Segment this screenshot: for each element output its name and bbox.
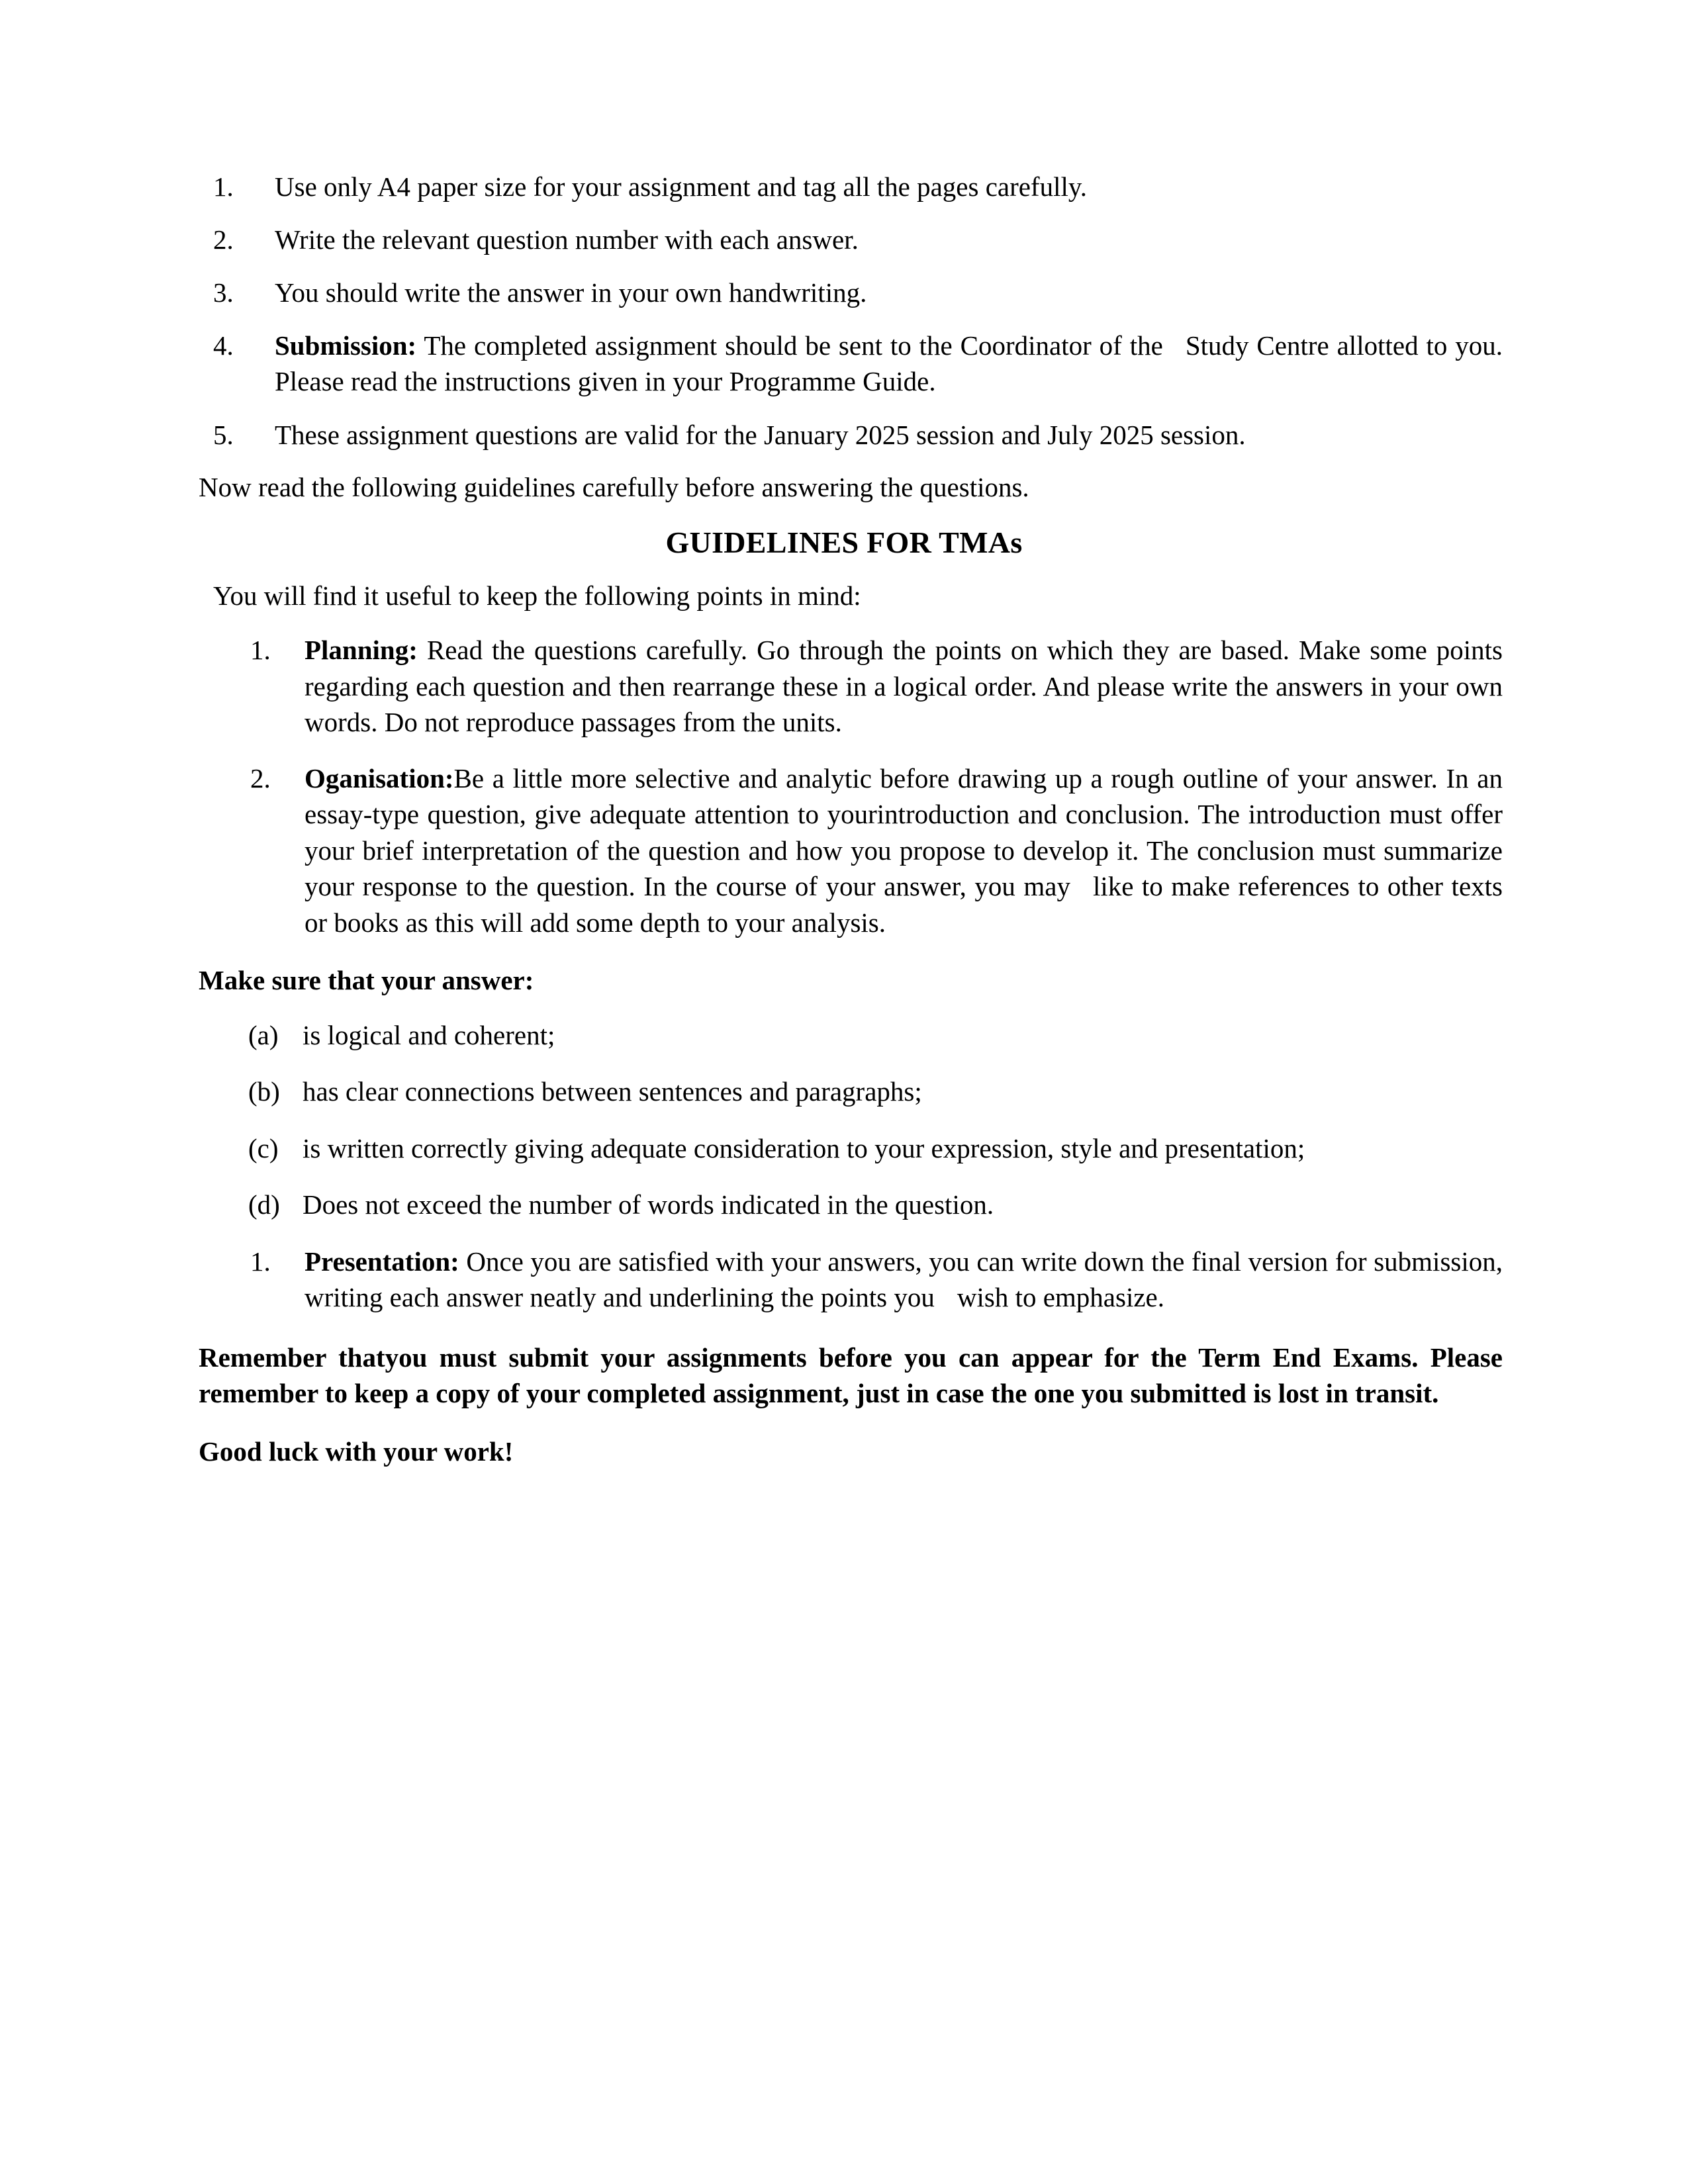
list-item <box>185 169 1503 205</box>
list-item-text: is logical and coherent; <box>303 1019 555 1050</box>
list-item <box>185 222 1503 257</box>
guideline-item-presentation <box>185 1244 1503 1316</box>
guideline-text: Read the questions carefully. Go through the points on which they are based. Make some points regarding each question and then rearrange these in a logical order. And please write the answers in your own words. Do not reproduce passages from the units. <box>305 635 1503 738</box>
presentation-label: Presentation: <box>305 1246 459 1277</box>
list-item-text: These assignment questions are valid for the January 2025 session and July 2025 session. <box>275 419 1246 450</box>
list-marker: 4. <box>213 330 234 361</box>
list-item-text: You should write the answer in your own handwriting. <box>275 277 867 308</box>
guideline-text-tail: like to make references to other texts or books as this will add some depth to your analysis. <box>305 871 1503 938</box>
presentation-text-tail: wish to emphasize. <box>957 1282 1165 1313</box>
list-item-submission <box>185 328 1503 399</box>
presentation-text: Once you are satisfied with your answers, you can write down the final version for submission, writing each answer neatly and underlining the points you <box>305 1246 1503 1313</box>
list-marker: (d) <box>248 1189 280 1220</box>
now-read-line: Now read the following guidelines carefully before answering the questions. <box>199 471 1029 502</box>
list-marker: 1. <box>250 1246 271 1277</box>
answer-points-list <box>185 1017 1503 1223</box>
instructions-list <box>185 169 1503 453</box>
list-marker: (b) <box>248 1076 280 1107</box>
list-item-text-tail: Study Centre allotted to you. Please read the instructions given in your Programme Guide. <box>275 330 1503 397</box>
list-item <box>185 275 1503 310</box>
list-marker: 1. <box>213 171 234 202</box>
presentation-list <box>185 1244 1503 1316</box>
list-marker: 5. <box>213 419 234 450</box>
make-sure-heading: Make sure that your answer: <box>199 965 534 996</box>
list-item-text: has clear connections between sentences and paragraphs; <box>303 1076 922 1107</box>
submission-label: Submission: <box>275 330 417 361</box>
list-item <box>185 1187 1503 1223</box>
guideline-item-planning <box>185 632 1503 741</box>
list-marker: 3. <box>213 277 234 308</box>
list-item-text: The completed assignment should be sent to the Coordinator of the <box>424 330 1163 361</box>
remember-paragraph: Remember thatyou must submit your assignments before you can appear for the Term End Exams. Please remember to keep a copy of your completed assignment, just in case the one you submitted is lost in transit. <box>199 1342 1503 1409</box>
good-luck-line: Good luck with your work! <box>199 1435 514 1467</box>
list-marker: (c) <box>248 1132 279 1163</box>
organisation-label: Oganisation: <box>305 762 454 794</box>
guideline-text: Be a little more selective and analytic before drawing up a rough outline of your answer. In an essay-type question, give adequate attention to yourintroduction and conclusion. The introduction must offer your brief interpretation of the question and how you propose to develop it. The conclusion must summarize your response to the question. In the course of your answer, you may <box>305 762 1503 902</box>
page-title: GUIDELINES FOR TMAs <box>665 525 1023 559</box>
list-marker: 1. <box>250 635 271 666</box>
guidelines-list <box>185 632 1503 940</box>
planning-label: Planning: <box>305 635 418 666</box>
list-item-text: is written correctly giving adequate consideration to your expression, style and presentation; <box>303 1132 1305 1163</box>
list-item-text: Does not exceed the number of words indicated in the question. <box>303 1189 994 1220</box>
list-marker: 2. <box>250 762 271 794</box>
list-item-text: Use only A4 paper size for your assignment and tag all the pages carefully. <box>275 171 1087 202</box>
list-item <box>185 1073 1503 1110</box>
list-item-text: Write the relevant question number with each answer. <box>275 224 859 255</box>
list-marker: (a) <box>248 1019 279 1050</box>
document-content <box>185 169 1503 1469</box>
useful-points-line: You will find it useful to keep the following points in mind: <box>213 580 861 611</box>
list-item <box>185 417 1503 453</box>
list-item <box>185 1130 1503 1167</box>
guideline-item-organisation <box>185 760 1503 941</box>
list-item <box>185 1017 1503 1054</box>
list-marker: 2. <box>213 224 234 255</box>
